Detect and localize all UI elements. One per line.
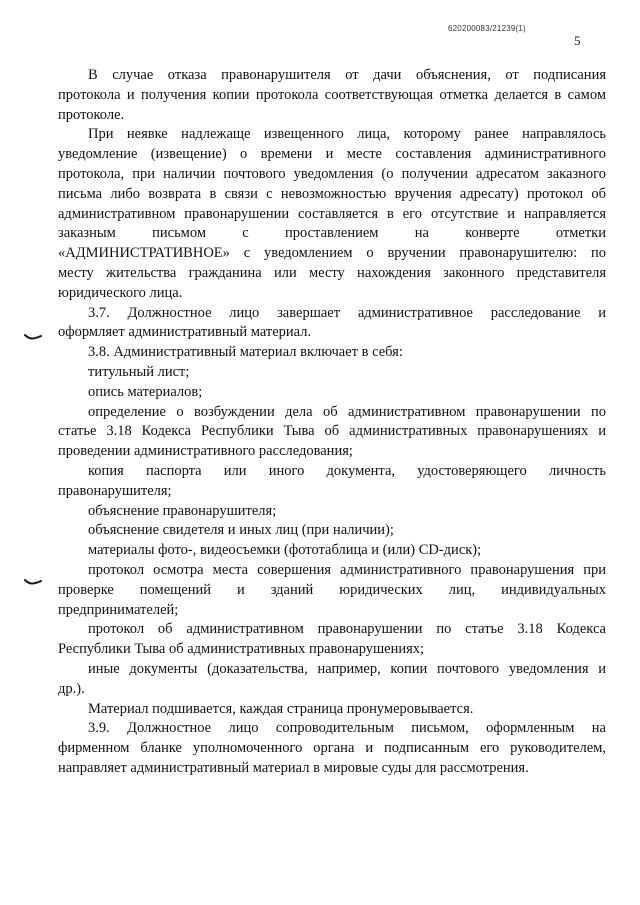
document-line: письма либо возврата в связи с невозможностью вручения адресату) протокол об xyxy=(58,185,606,202)
document-line: проверке помещений и зданий юридических лиц, индивидуальных xyxy=(58,581,606,598)
document-line: «АДМИНИСТРАТИВНОЕ» с уведомлением о вручении правонарушителю: по xyxy=(58,245,606,262)
document-line: опись материалов; xyxy=(88,383,203,400)
document-line: юридического лица. xyxy=(58,284,183,301)
document-line: оформляет административный материал. xyxy=(58,324,312,341)
document-line: проведении административного расследования; xyxy=(58,443,353,460)
document-line: объяснение свидетеля и иных лиц (при наличии); xyxy=(88,522,394,539)
page-number: 5 xyxy=(574,33,581,48)
document-line: протоколе. xyxy=(58,106,125,123)
document-line: копия паспорта или иного документа, удостоверяющего личность xyxy=(88,462,606,479)
document-line: административном правонарушении составляется в его отсутствие и направляется xyxy=(58,205,606,222)
document-line: титульный лист; xyxy=(88,363,190,380)
margin-mark-2-icon xyxy=(24,578,42,586)
document-line: протокол об административном правонарушении по статье 3.18 Кодекса xyxy=(88,621,606,638)
document-line: При неявке надлежаще извещенного лица, которому ранее направлялось xyxy=(88,126,606,143)
document-line: уведомление (извещение) о времени и месте составления административного xyxy=(58,146,606,163)
document-line: материалы фото-, видеосъемки (фототаблица и (или) CD-диск); xyxy=(88,542,482,559)
document-line: предпринимателей; xyxy=(58,601,179,618)
document-line: правонарушителя; xyxy=(58,482,172,499)
document-line: протокол осмотра места совершения административного правонарушения при xyxy=(88,561,606,578)
document-code: 620200083/21239(1) xyxy=(448,24,526,33)
document-line: направляет административный материал в мировые суды для рассмотрения. xyxy=(58,759,529,776)
margin-mark-1-icon xyxy=(24,333,42,341)
document-line: заказным письмом с проставлением на конверте отметки xyxy=(58,225,606,242)
document-line: определение о возбуждении дела об административном правонарушении по xyxy=(88,403,606,420)
document-line: иные документы (доказательства, например, копии почтового уведомления и xyxy=(88,660,606,677)
document-line: 3.7. Должностное лицо завершает административное расследование и xyxy=(88,304,606,321)
document-line: статье 3.18 Кодекса Республики Тыва об административных правонарушениях и xyxy=(58,423,606,440)
document-line: Республики Тыва об административных правонарушениях; xyxy=(58,641,425,658)
document-line: фирменном бланке уполномоченного органа и подписанным его руководителем, xyxy=(58,740,606,757)
document-line: 3.9. Должностное лицо сопроводительным письмом, оформленным на xyxy=(88,720,606,737)
document-line: 3.8. Административный материал включает в себя: xyxy=(88,344,403,361)
document-body xyxy=(58,66,606,779)
document-line: месту жительства гражданина или месту нахождения законного представителя xyxy=(58,264,606,281)
document-line: др.). xyxy=(58,680,85,697)
document-line: Материал подшивается, каждая страница пронумеровывается. xyxy=(88,700,474,717)
document-line: объяснение правонарушителя; xyxy=(88,502,277,519)
document-line: протокола, при наличии почтового уведомления (о получении адресатом заказного xyxy=(58,165,606,182)
document-line: В случае отказа правонарушителя от дачи объяснения, от подписания xyxy=(88,67,606,83)
document-line: протокола и получения копии протокола соответствующая отметка делается в самом xyxy=(58,86,606,103)
